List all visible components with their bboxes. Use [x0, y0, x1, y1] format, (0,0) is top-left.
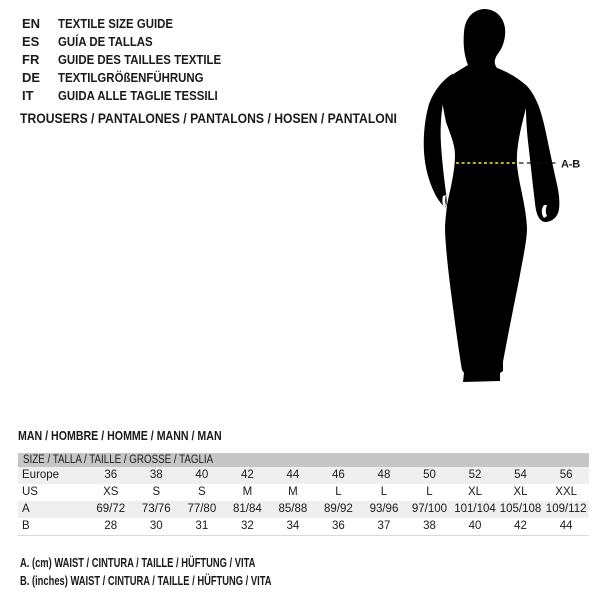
size-cell: 34: [286, 520, 300, 532]
size-cell: 40: [468, 520, 482, 532]
size-cell: S: [152, 486, 161, 498]
language-title: GUIDA ALLE TAGLIE TESSILI: [58, 88, 218, 103]
row-label: Europe: [22, 469, 60, 481]
size-cell: 36: [332, 520, 345, 532]
size-cell: 52: [468, 469, 482, 481]
size-cell: 77/80: [187, 503, 217, 515]
size-cell: 93/96: [369, 503, 399, 515]
size-table-body: [18, 467, 589, 536]
size-cell: 42: [240, 469, 254, 481]
size-cell: 44: [559, 520, 573, 532]
size-cell: M: [242, 486, 253, 498]
size-cell: 109/112: [545, 503, 587, 515]
size-cell: 38: [423, 520, 436, 532]
size-cell: L: [335, 486, 342, 498]
gender-line: MAN / HOMBRE / HOMME / MANN / MAN: [18, 429, 222, 443]
size-cell: 97/100: [411, 503, 448, 515]
silhouette-body: [441, 9, 527, 382]
size-cell: 46: [332, 469, 345, 481]
size-cell: 89/92: [324, 503, 353, 515]
note-b: B. (inches) WAIST / CINTURA / TAILLE / HÜFTUNG / VITA: [20, 572, 272, 588]
size-cell: 81/84: [232, 503, 262, 515]
table-row: [18, 484, 589, 501]
size-cell: M: [288, 486, 298, 498]
size-cell: 48: [377, 469, 391, 481]
size-cell: L: [426, 486, 433, 498]
language-title: TEXTILE SIZE GUIDE: [58, 16, 174, 31]
size-cell: 85/88: [278, 503, 308, 515]
size-cell: 40: [195, 469, 209, 481]
row-label: US: [22, 486, 38, 498]
size-cell: 30: [149, 520, 163, 532]
row-label: A: [22, 503, 30, 515]
size-cell: XL: [467, 486, 483, 498]
size-cell: 31: [195, 520, 209, 532]
size-cell: S: [197, 486, 206, 498]
size-table-header-bar: [18, 453, 589, 467]
size-cell: 73/76: [141, 503, 171, 515]
size-cell: 105/108: [499, 503, 542, 515]
size-cell: XL: [513, 486, 528, 498]
table-row: [18, 518, 589, 536]
language-title: TEXTILGRÖßENFÜHRUNG: [58, 70, 204, 85]
size-table-header-label: SIZE / TALLA / TAILLE / GRÖSSE / TAGLIA: [23, 454, 214, 466]
table-row: [18, 501, 589, 518]
row-label: B: [22, 520, 30, 532]
note-a: A. (cm) WAIST / CINTURA / TAILLE / HÜFTUNG / VITA: [20, 555, 256, 570]
size-cell: L: [380, 486, 388, 498]
waist-measure-label: A-B: [561, 158, 580, 171]
table-row: [18, 467, 589, 484]
language-code: DE: [22, 70, 41, 85]
size-table: [18, 467, 589, 536]
size-cell: 56: [559, 469, 573, 481]
size-cell: 50: [423, 469, 436, 481]
language-title: GUIDE DES TAILLES TEXTILE: [58, 52, 222, 67]
size-cell: 36: [104, 469, 118, 481]
language-code: EN: [22, 16, 41, 31]
language-code: FR: [22, 52, 40, 67]
size-cell: 42: [514, 520, 527, 532]
size-cell: 28: [104, 520, 118, 532]
size-cell: 38: [149, 469, 163, 481]
size-cell: 101/104: [454, 503, 496, 515]
size-cell: 54: [514, 469, 527, 481]
size-cell: 69/72: [96, 503, 126, 515]
size-cell: 44: [286, 469, 300, 481]
category-line: TROUSERS / PANTALONES / PANTALONS / HOSEN / PANTALONI: [20, 110, 397, 126]
size-cell: XS: [103, 486, 119, 498]
size-cell: 32: [240, 520, 254, 532]
size-table-section: [18, 453, 589, 536]
size-cell: XXL: [555, 486, 578, 498]
measurement-notes: [20, 554, 369, 589]
size-cell: 37: [377, 520, 391, 532]
language-code: ES: [22, 34, 40, 49]
language-title: GUÍA DE TALLAS: [58, 34, 153, 49]
language-code: IT: [22, 88, 34, 103]
